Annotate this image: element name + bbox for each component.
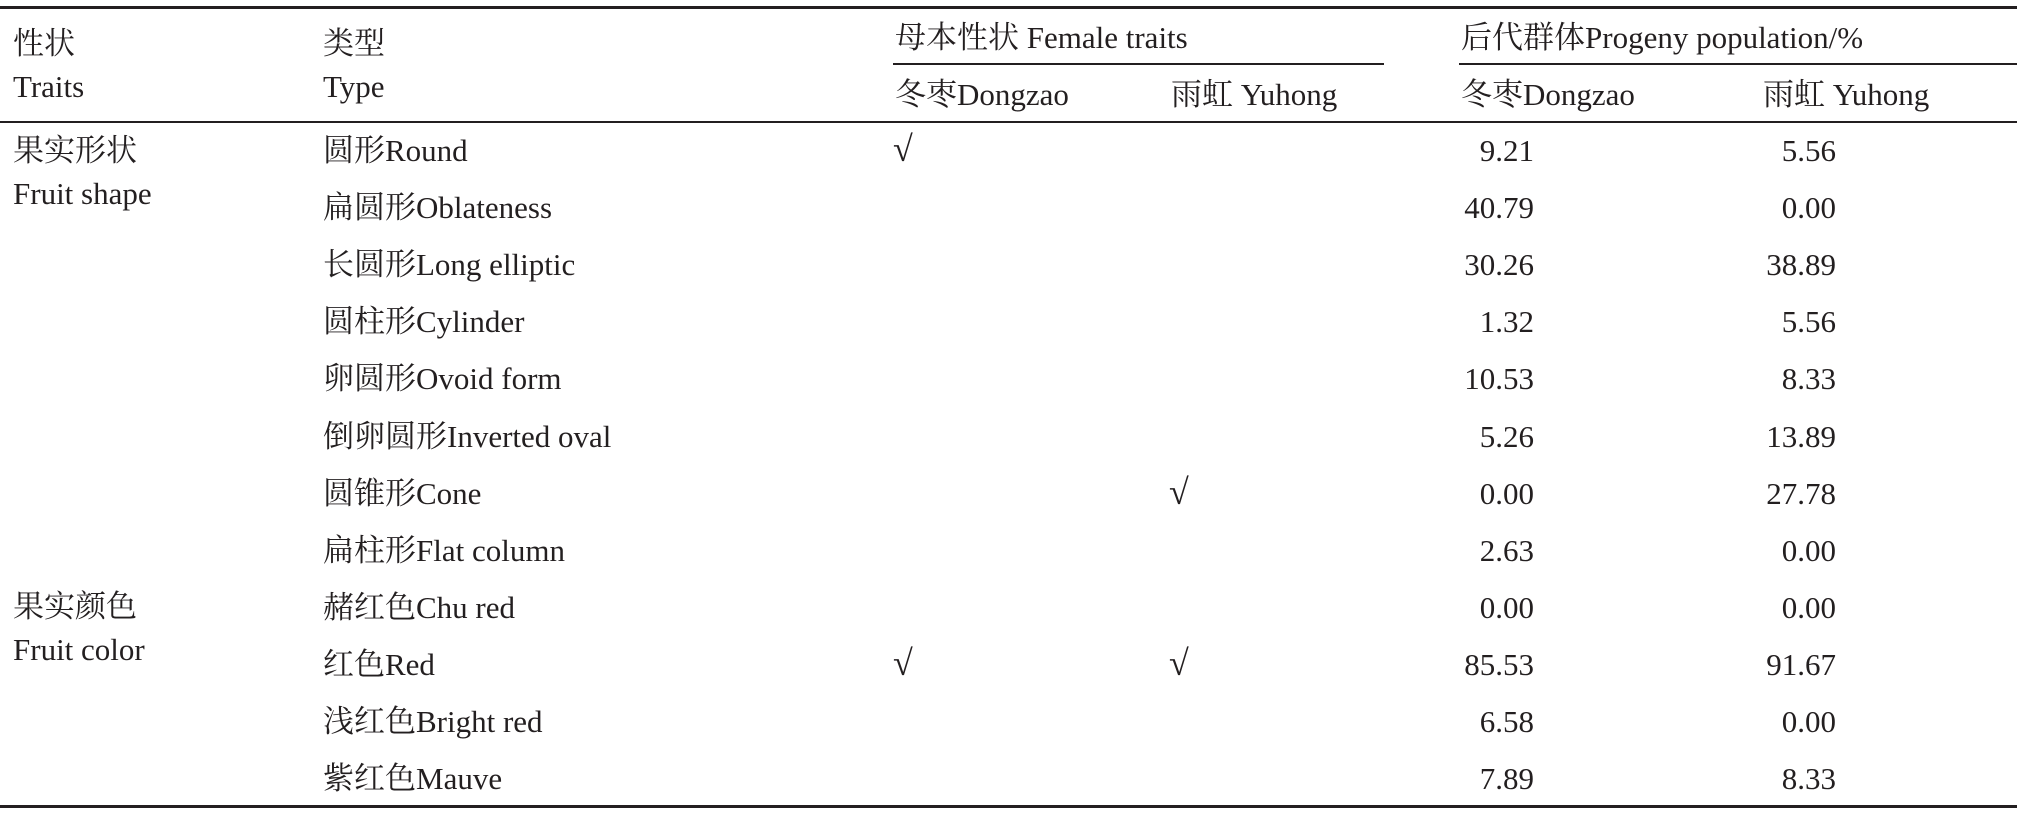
progeny-dongzao-value: 1.32: [1479, 304, 1534, 339]
type-cell: 扁圆形Oblateness: [323, 190, 553, 225]
header-female-dongzao: 冬枣Dongzao: [895, 77, 1069, 112]
progeny-yuhong-value: 91.67: [1766, 647, 1836, 682]
progeny-yuhong-value: 27.78: [1766, 476, 1836, 511]
type-cell: 扁柱形Flat column: [323, 533, 565, 568]
header-bottom-rule: [0, 121, 2017, 123]
type-cell: 赭红色Chu red: [323, 590, 516, 625]
female-yuhong-check: √: [1169, 472, 1189, 512]
progeny-yuhong-value: 8.33: [1781, 761, 1836, 796]
progeny-yuhong-value: 0.00: [1781, 704, 1836, 739]
header-traits-en: Traits: [13, 69, 85, 104]
type-cell: 长圆形Long elliptic: [323, 247, 576, 282]
progeny-dongzao-value: 9.21: [1479, 133, 1534, 168]
progeny-dongzao-value: 6.58: [1479, 704, 1534, 739]
progeny-dongzao-value: 30.26: [1464, 247, 1534, 282]
progeny-dongzao-value: 2.63: [1479, 533, 1534, 568]
type-cell: 圆形Round: [323, 133, 468, 168]
top-rule: [0, 6, 2017, 9]
header-progeny-dongzao: 冬枣Dongzao: [1461, 77, 1635, 112]
progeny-dongzao-value: 0.00: [1479, 590, 1534, 625]
progeny-dongzao-value: 7.89: [1479, 761, 1534, 796]
type-cell: 卵圆形Ovoid form: [323, 361, 562, 396]
type-cell: 倒卵圆形Inverted oval: [323, 419, 612, 454]
bottom-rule: [0, 805, 2017, 808]
progeny-yuhong-value: 5.56: [1781, 304, 1836, 339]
female-yuhong-check: √: [1169, 643, 1189, 683]
progeny-dongzao-value: 0.00: [1479, 476, 1534, 511]
header-progeny-yuhong: 雨虹 Yuhong: [1763, 77, 1930, 112]
type-cell: 紫红色Mauve: [323, 761, 503, 796]
header-traits-zh: 性状: [13, 26, 75, 61]
female-dongzao-check: √: [893, 129, 913, 169]
progeny-dongzao-value: 5.26: [1479, 419, 1534, 454]
progeny-yuhong-value: 0.00: [1781, 533, 1836, 568]
progeny-yuhong-value: 13.89: [1766, 419, 1836, 454]
progeny-yuhong-value: 5.56: [1781, 133, 1836, 168]
progeny-yuhong-value: 0.00: [1781, 590, 1836, 625]
header-female-traits: 母本性状 Female traits: [895, 20, 1188, 55]
progeny-dongzao-value: 10.53: [1464, 361, 1534, 396]
female-dongzao-check: √: [893, 643, 913, 683]
female-group-rule: [893, 63, 1384, 65]
group-label-zh: 果实形状: [13, 133, 137, 168]
header-type-en: Type: [323, 69, 385, 104]
progeny-dongzao-value: 40.79: [1464, 190, 1534, 225]
type-cell: 圆锥形Cone: [323, 476, 482, 511]
progeny-yuhong-value: 8.33: [1781, 361, 1836, 396]
type-cell: 圆柱形Cylinder: [323, 304, 525, 339]
progeny-group-rule: [1459, 63, 2017, 65]
header-progeny-population: 后代群体Progeny population/%: [1461, 20, 1864, 55]
header-type-zh: 类型: [323, 26, 385, 61]
group-label-en: Fruit shape: [13, 176, 152, 211]
group-label-en: Fruit color: [13, 632, 145, 667]
type-cell: 红色Red: [323, 647, 435, 682]
type-cell: 浅红色Bright red: [323, 704, 543, 739]
progeny-yuhong-value: 0.00: [1781, 190, 1836, 225]
progeny-yuhong-value: 38.89: [1766, 247, 1836, 282]
header-female-yuhong: 雨虹 Yuhong: [1171, 77, 1338, 112]
group-label-zh: 果实颜色: [13, 589, 137, 624]
progeny-dongzao-value: 85.53: [1464, 647, 1534, 682]
